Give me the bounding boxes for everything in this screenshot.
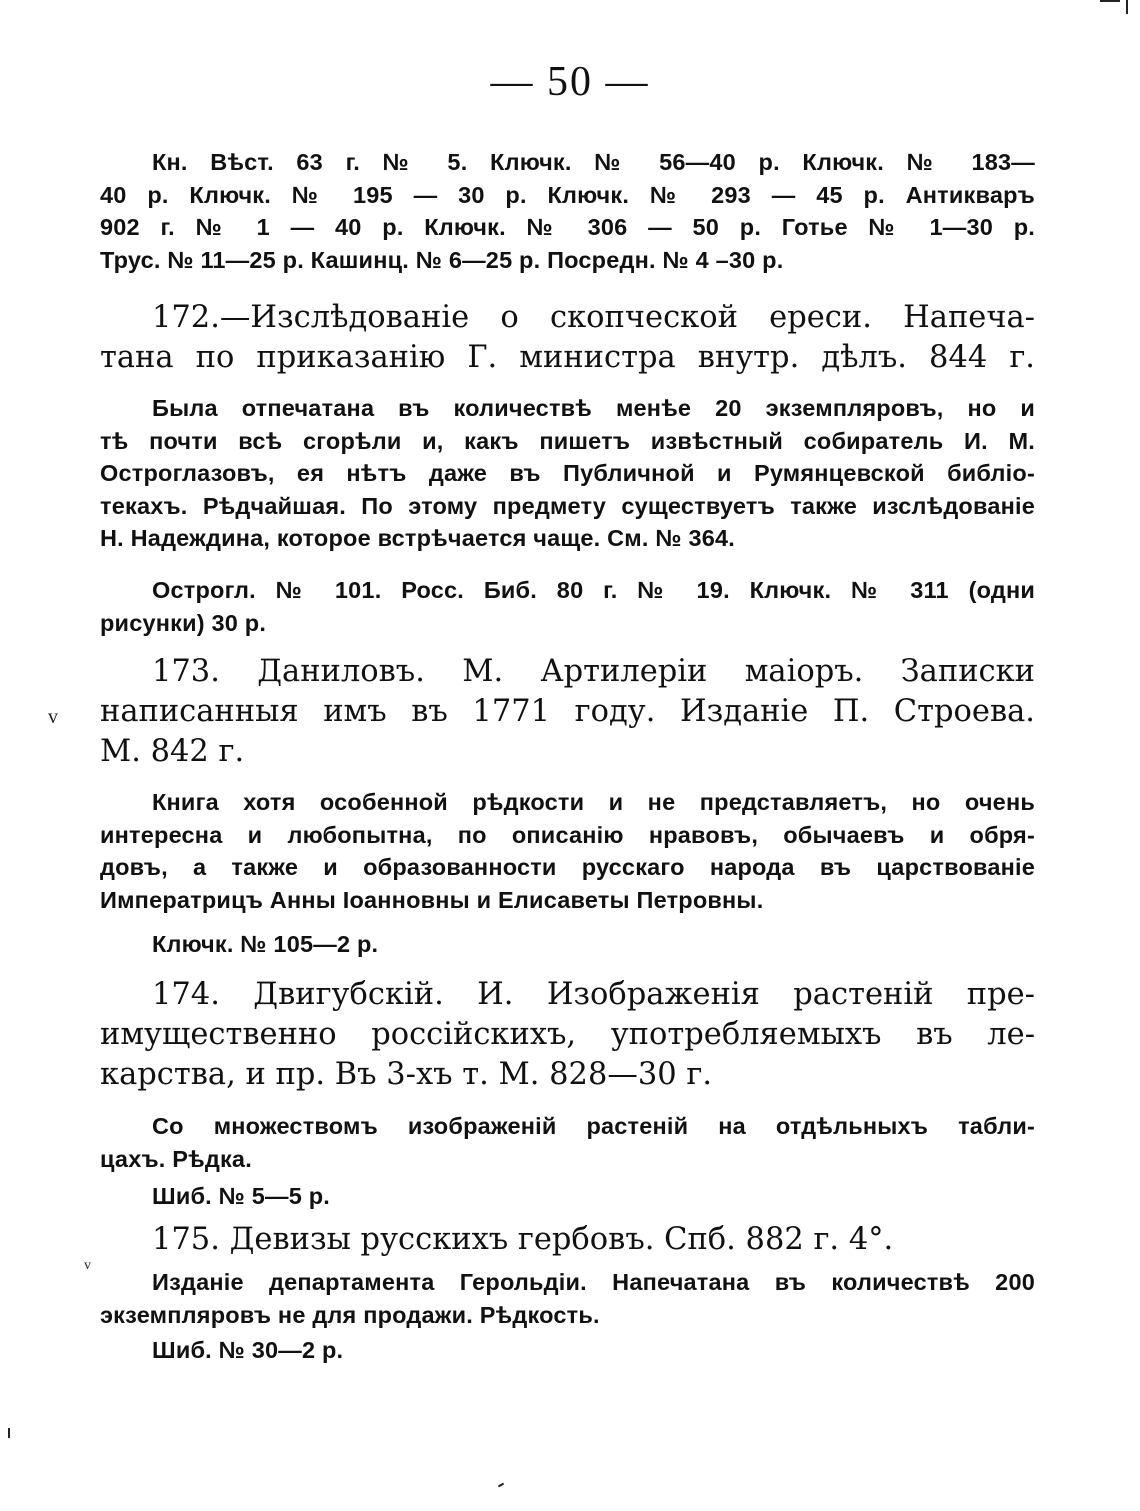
text-line: 902 г. № 1 — 40 р. Ключк. № 306 — 50 р. Готье № 1—30 р. xyxy=(100,214,1035,240)
text-line: Острогл. № 101. Росс. Биб. 80 г. № 19. Ключк. № 311 (одни xyxy=(152,577,1035,603)
title-line: 173. Даниловъ. М. Артилеріи маіоръ. Записки xyxy=(152,654,1035,689)
text-line: 40 р. Ключк. № 195 — 30 р. Ключк. № 293 — 45 р. Антикваръ xyxy=(100,181,1035,208)
entry-173-note xyxy=(100,786,1035,916)
margin-check-mark: v xyxy=(84,1258,91,1273)
text-line: Ключк. № 105—2 р. xyxy=(152,931,379,957)
title-line: карства, и пр. Въ 3-хъ т. М. 828—30 г. xyxy=(100,1057,713,1092)
text-line: цахъ. Рѣдка. xyxy=(100,1145,252,1172)
title-line: написанныя имъ въ 1771 году. Изданіе П. Строева. xyxy=(100,694,1035,729)
entry-173-title xyxy=(100,652,1035,772)
text-line: Трус. № 11—25 р. Кашинц. № 6—25 р. Посредн. № 4 –30 р. xyxy=(100,246,784,273)
text-line: интересна и любопытна, по описанію нравовъ, обычаевъ и обря- xyxy=(100,821,1035,848)
text-line: Изданіе департамента Герольдіи. Напечатана въ количествѣ 200 xyxy=(152,1269,1035,1295)
entry-175-prices xyxy=(100,1334,1035,1367)
scan-edge-mark xyxy=(8,1428,10,1438)
entry-172-note xyxy=(100,392,1035,555)
text-line: Кн. Вѣст. 63 г. № 5. Ключк. № 56—40 р. Ключк. № 183— xyxy=(152,149,1035,175)
title-line: имущественно россійскихъ, употребляемыхъ въ ле- xyxy=(100,1017,1035,1052)
text-line: текахъ. Рѣдчайшая. По этому предмету существуетъ также изслѣдованіе xyxy=(100,492,1035,519)
title-line: 172.—Изслѣдованіе о скопческой ереси. Напеча- xyxy=(152,300,1035,335)
text-line: Со множествомъ изображеній растеній на отдѣльныхъ табли- xyxy=(152,1113,1035,1139)
entry-175-note xyxy=(100,1266,1035,1331)
title-line: 174. Двигубскій. И. Изображенія растеній пре- xyxy=(152,977,1035,1012)
entry-174-title xyxy=(100,975,1035,1095)
entry-174-note xyxy=(100,1110,1035,1175)
text-line: Шиб. № 5—5 р. xyxy=(152,1183,331,1209)
text-line: Книга хотя особенной рѣдкости и не представляетъ, но очень xyxy=(152,789,1035,815)
page-number: — 50 — xyxy=(490,59,650,105)
scan-edge-mark xyxy=(1100,0,1120,2)
text-line: Императрицъ Анны Іоанновны и Елисаветы Петровны. xyxy=(100,886,764,913)
entry-173-prices xyxy=(100,928,1035,961)
text-line: Шиб. № 30—2 р. xyxy=(152,1337,344,1363)
text-line: Н. Надеждина, которое встрѣчается чаще. См. № 364. xyxy=(100,525,736,551)
text-line: довъ, а также и образованности русскаго народа въ царствованіе xyxy=(100,854,1035,880)
entry-175-title xyxy=(100,1220,1035,1260)
title-line: М. 842 г. xyxy=(100,734,245,769)
margin-check-mark: v xyxy=(48,706,58,728)
text-line: Остроглазовъ, ея нѣтъ даже въ Публичной и Румянцевской библіо- xyxy=(100,460,1035,486)
title-line: 175. Девизы русскихъ гербовъ. Спб. 882 г. 4°. xyxy=(152,1222,894,1257)
entry-172-prices xyxy=(100,574,1035,639)
title-line: тана по приказанію Г. министра внутр. дѣлъ. 844 г. xyxy=(100,340,1035,375)
scan-edge-mark xyxy=(1126,0,1128,14)
text-line: экземпляровъ не для продажи. Рѣдкость. xyxy=(100,1301,600,1328)
text-line: рисунки) 30 р. xyxy=(100,609,267,636)
text-line: Была отпечатана въ количествѣ менѣе 20 экземпляровъ, но и xyxy=(152,395,1035,421)
continuation-block xyxy=(100,146,1035,276)
entry-172-title xyxy=(100,298,1035,378)
scan-edge-mark xyxy=(498,1483,504,1488)
text-line: тѣ почти всѣ сгорѣли и, какъ пишетъ извѣстный собиратель И. М. xyxy=(100,427,1035,454)
entry-174-prices xyxy=(100,1180,1035,1213)
